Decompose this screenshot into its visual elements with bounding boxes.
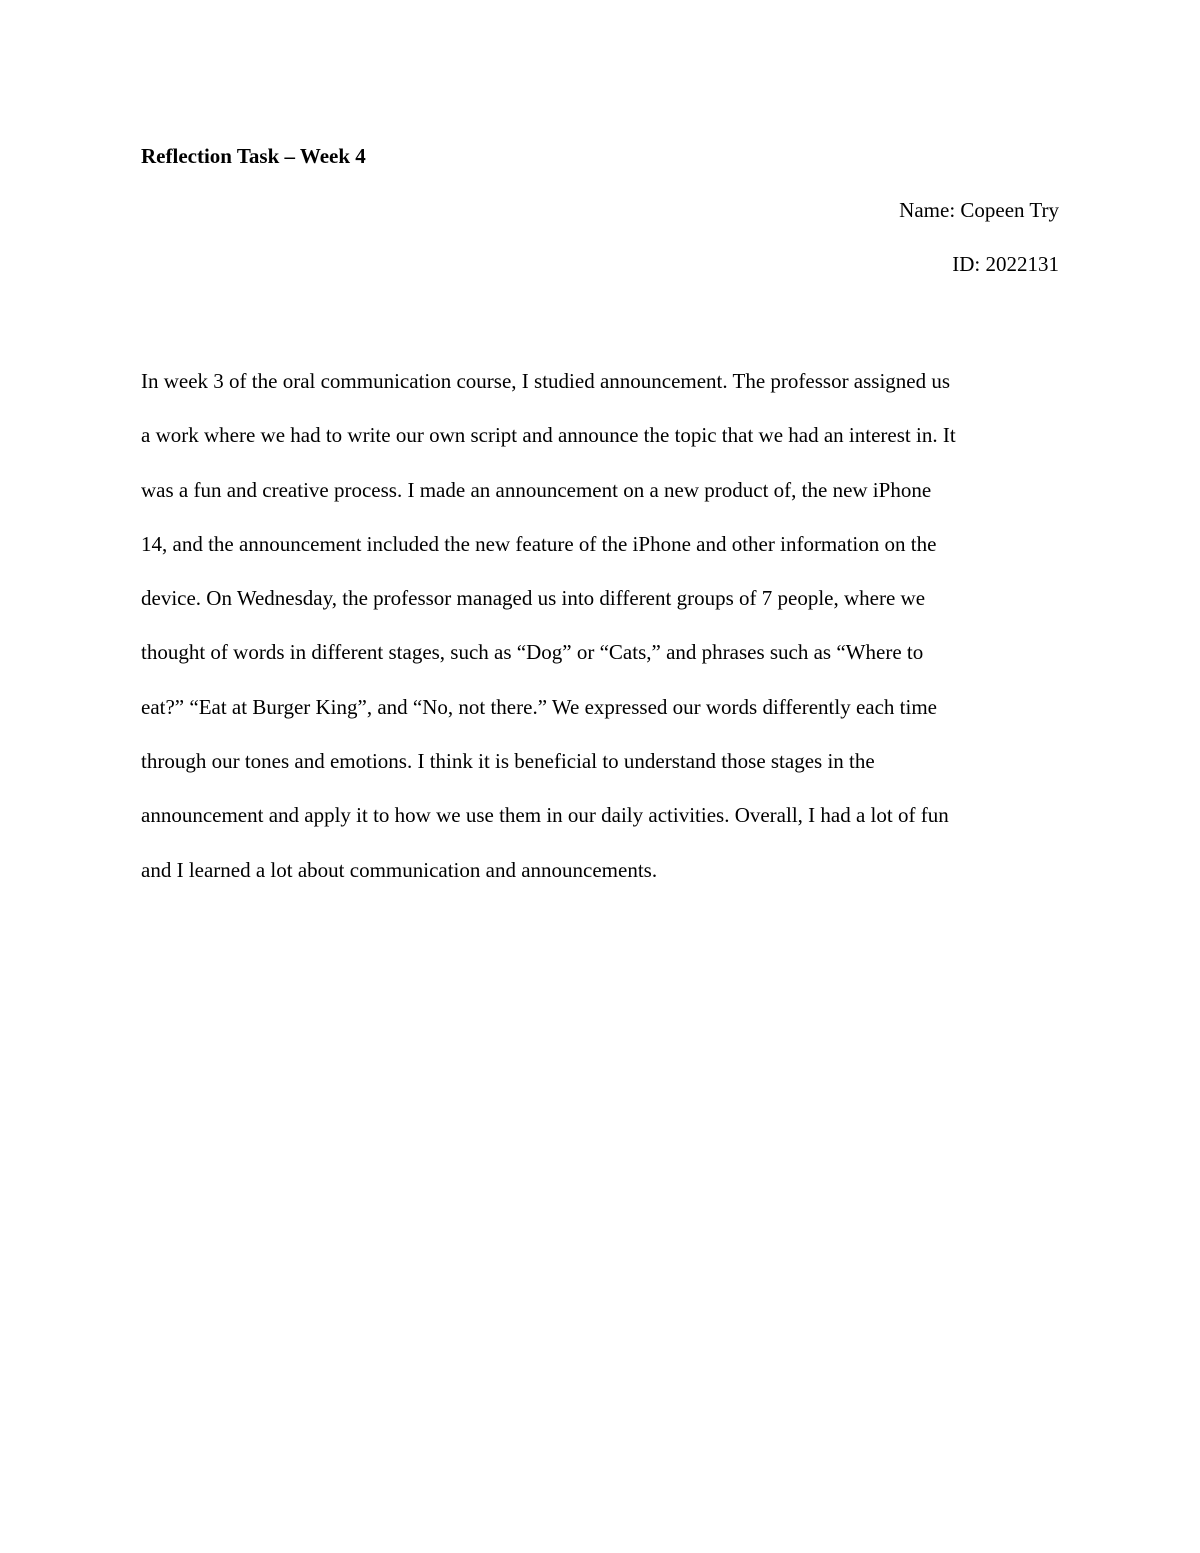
student-name: Name: Copeen Try	[899, 198, 1059, 222]
paragraph-line: and I learned a lot about communication and announcements.	[141, 857, 658, 882]
paragraph-line: a work where we had to write our own script and announce the topic that we had an interest in. It	[141, 423, 956, 448]
paragraph-line: In week 3 of the oral communication course, I studied announcement. The professor assigned us	[141, 369, 951, 393]
paragraph-line: announcement and apply it to how we use them in our daily activities. Overall, I had a lot of fun	[141, 803, 949, 828]
paragraph-line: through our tones and emotions. I think it is beneficial to understand those stages in the	[141, 749, 875, 774]
document-title: Reflection Task – Week 4	[141, 144, 366, 168]
reflection-paragraph	[141, 354, 1059, 897]
student-id: ID: 2022131	[952, 252, 1059, 276]
paragraph-line: device. On Wednesday, the professor managed us into different groups of 7 people, where we	[141, 586, 926, 611]
paragraph-line: thought of words in different stages, such as “Dog” or “Cats,” and phrases such as “Where to	[141, 640, 924, 665]
paragraph-line: was a fun and creative process. I made an announcement on a new product of, the new iPhone	[141, 477, 932, 502]
paragraph-line: eat?” “Eat at Burger King”, and “No, not there.” We expressed our words differently each time	[141, 694, 938, 719]
document-content	[141, 138, 1059, 897]
paragraph-line: 14, and the announcement included the new feature of the iPhone and other information on the	[141, 531, 937, 556]
